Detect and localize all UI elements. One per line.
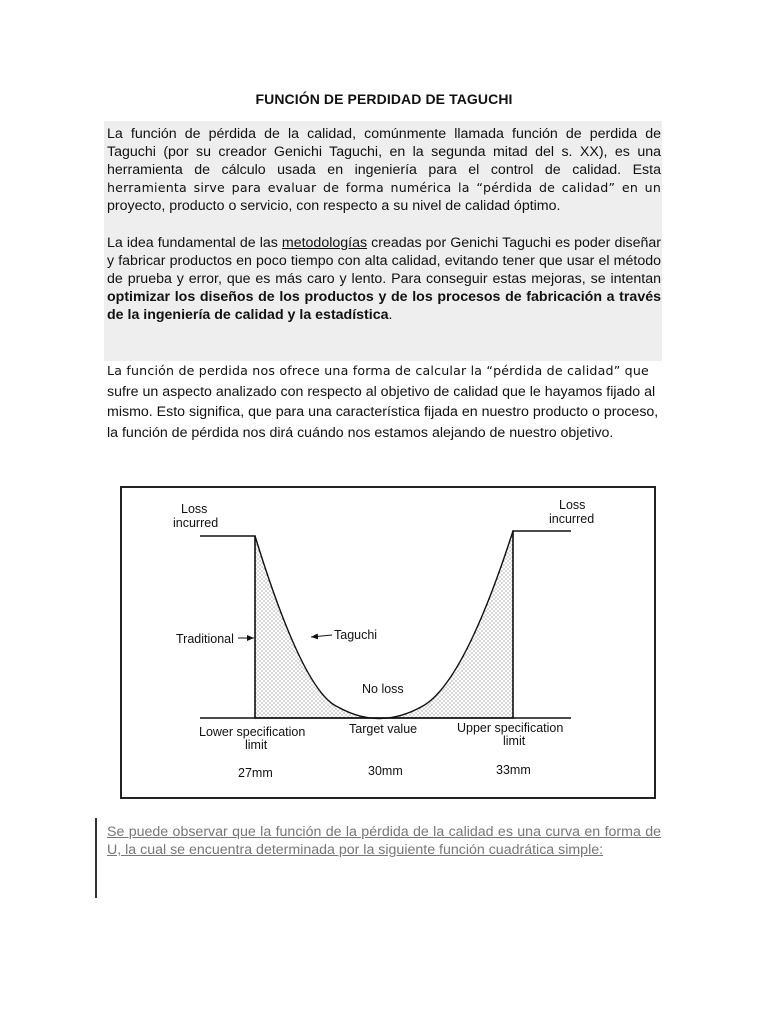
- idea-bold-text: optimizar los diseños de los productos y de los procesos de fabricación a través de la ingeniería de calidad y la estadística: [107, 289, 661, 323]
- loss-incurred-right-2: incurred: [549, 512, 595, 526]
- intro-alt-text: herramienta sirve para evaluar de forma numérica la “pérdida de calidad” en un: [107, 180, 661, 195]
- taguchi-arrow: [311, 635, 332, 637]
- lower-spec-label-1: Lower specification: [199, 725, 306, 739]
- upper-spec-label-1: Upper specification: [457, 721, 564, 735]
- target-value-number: 30mm: [368, 764, 403, 778]
- page-title: FUNCIÓN DE PERDIDAD DE TAGUCHI: [255, 91, 513, 107]
- loss-function-figure: [103, 472, 660, 808]
- upper-value-label: 33mm: [496, 763, 531, 777]
- idea-text-1: La idea fundamental de las: [107, 235, 282, 251]
- target-value-label: Target value: [349, 722, 418, 736]
- idea-text-end: .: [388, 307, 393, 323]
- traditional-label: Traditional: [176, 632, 234, 646]
- loss-function-diagram: [103, 472, 660, 808]
- loss-incurred-left-2: incurred: [173, 516, 219, 530]
- no-loss-label: No loss: [362, 682, 404, 696]
- upper-spec-label-2: limit: [503, 734, 526, 748]
- paragraph-intro: [107, 125, 661, 215]
- paragraph-idea: [107, 234, 661, 324]
- metodologias-link[interactable]: metodologías: [281, 235, 368, 251]
- lower-spec-label-2: limit: [245, 738, 268, 752]
- quote-bar: [95, 818, 97, 898]
- function-alt-text: La función de perdida nos ofrece una forma de calcular la “pérdida de calidad” que: [107, 363, 649, 378]
- function-text: sufre un aspecto analizado con respecto al objetivo de calidad que le hayamos fijado al mismo. Esto significa, que para una característica fijada en nuestro producto o proceso, la función de pérdida nos dirá cuándo nos estamos alejando de nuestro objetivo.: [107, 383, 659, 441]
- taguchi-label: Taguchi: [334, 628, 378, 642]
- paragraph-u-curve: Se puede observar que la función de la pérdida de la calidad es una curva en forma de U, la cual se encuentra determinada por la siguiente función cuadrática simple:: [107, 824, 661, 858]
- paragraph-function: [107, 361, 661, 443]
- intro-end-text: proyecto, producto o servicio, con respecto a su nivel de calidad óptimo.: [107, 198, 561, 214]
- lower-value-label: 27mm: [238, 766, 273, 780]
- loss-incurred-left-1: Loss: [181, 502, 208, 516]
- intro-text: La función de pérdida de la calidad, comúnmente llamada función de perdida de Taguchi (por su creador Genichi Taguchi, en la segunda mitad del s. XX), es una herramienta de cálculo usada en ingeniería para el control de calidad. Esta: [107, 126, 661, 178]
- loss-incurred-right-1: Loss: [559, 498, 586, 512]
- idea-text-2: creadas por Genichi Taguchi es poder diseñar y fabricar productos en poco tiempo con alta calidad, evitando tener que usar el método de prueba y error, que es más caro y lento. Para conseguir estas mejoras, se intentan: [107, 235, 661, 287]
